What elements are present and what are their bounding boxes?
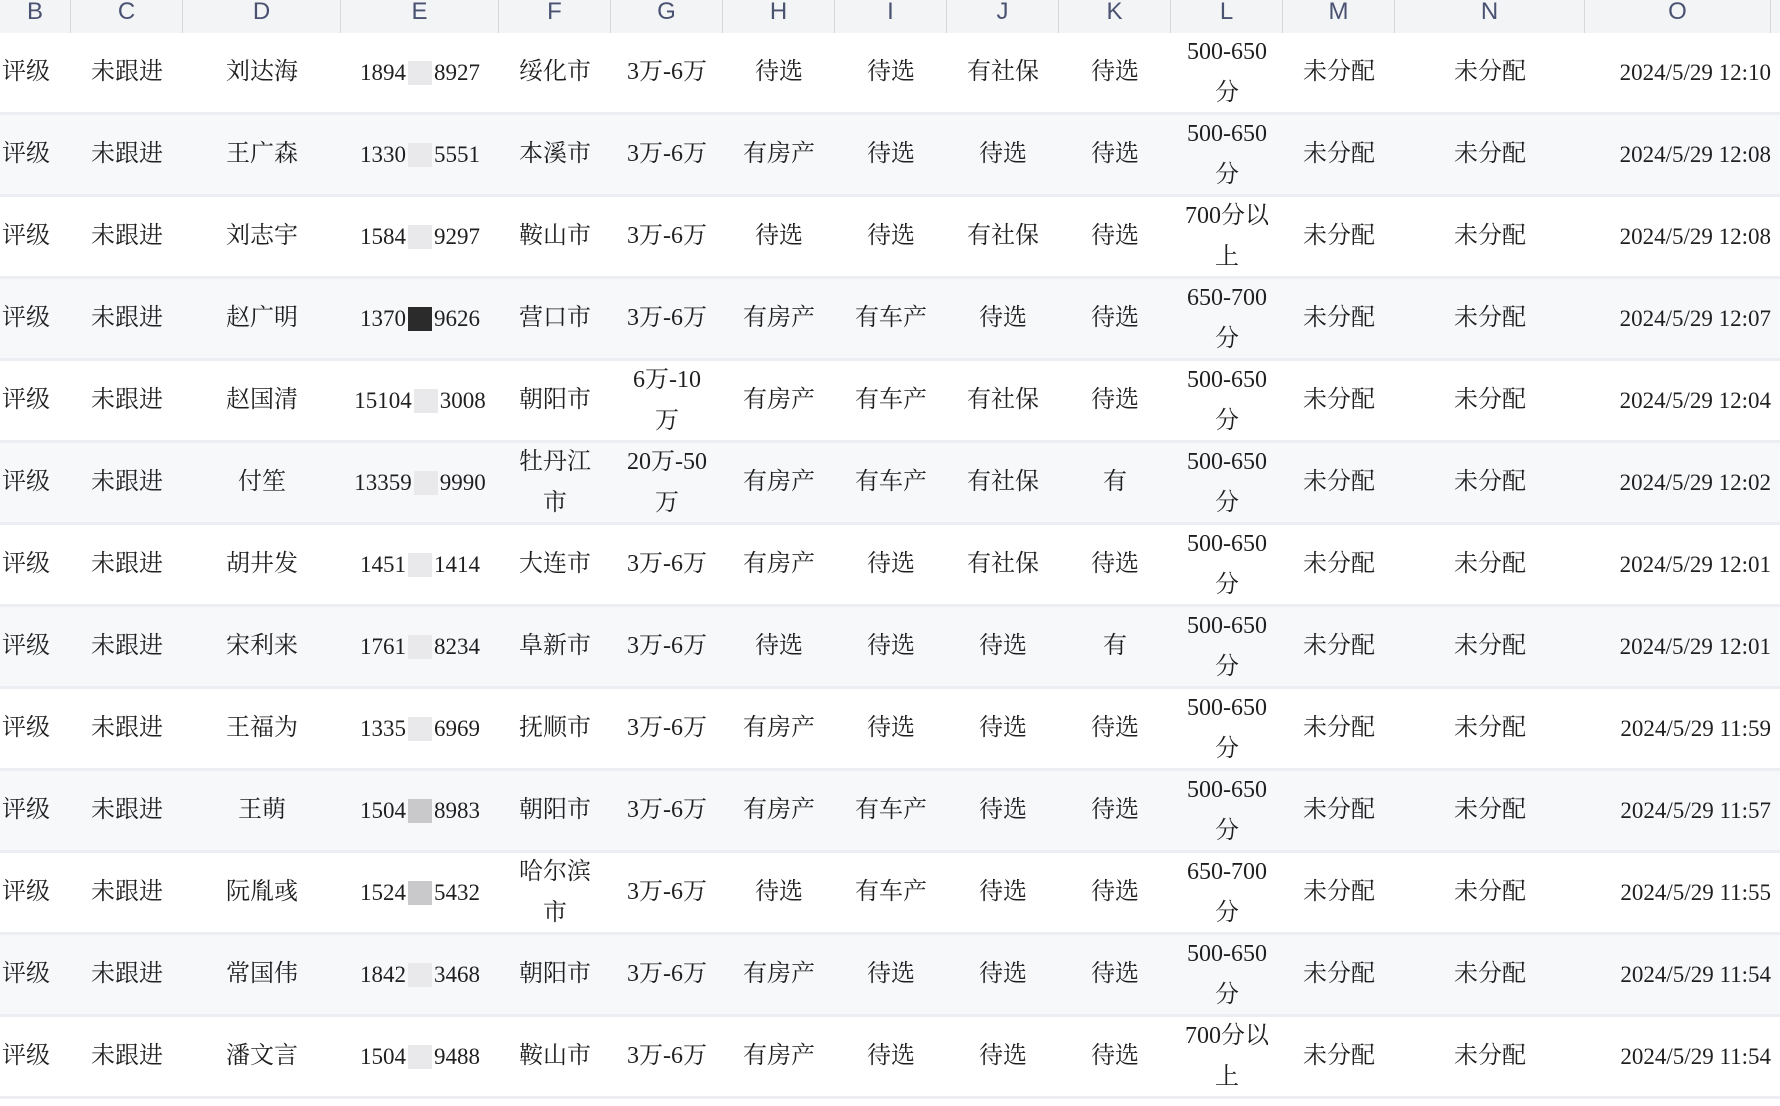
credit-score-cell[interactable]: 500-650分: [1187, 612, 1267, 680]
created-time-cell[interactable]: 2024/5/29 12:02: [1619, 470, 1771, 495]
credit-score-cell[interactable]: 500-650分: [1187, 940, 1267, 1008]
name-cell[interactable]: 阮胤彧: [226, 879, 298, 905]
created-time-cell[interactable]: 2024/5/29 11:57: [1620, 798, 1771, 823]
property-cell[interactable]: 待选: [755, 223, 803, 249]
car-cell[interactable]: 待选: [867, 961, 915, 987]
masked-phone: [360, 544, 480, 585]
property-cell[interactable]: 待选: [755, 879, 803, 905]
table-row[interactable]: [0, 33, 1780, 112]
phone-prefix: 1842: [360, 962, 406, 987]
phone-cell[interactable]: [341, 771, 499, 850]
column-header-j[interactable]: J: [947, 0, 1059, 33]
loan-amount-cell[interactable]: 3万-6万: [627, 59, 707, 85]
created-time-cell[interactable]: 2024/5/29 12:10: [1619, 60, 1771, 85]
table-row[interactable]: [0, 689, 1780, 768]
city-cell[interactable]: 营口市: [519, 305, 591, 331]
city-cell[interactable]: 鞍山市: [519, 223, 591, 249]
table-row[interactable]: [0, 443, 1780, 522]
phone-prefix: 1370: [360, 306, 406, 331]
social-security-cell[interactable]: 有社保: [967, 387, 1039, 413]
loan-amount-cell[interactable]: 3万-6万: [627, 797, 707, 823]
provident-fund-cell[interactable]: 待选: [1091, 797, 1139, 823]
rating-cell[interactable]: 评级: [2, 305, 50, 331]
city-cell[interactable]: 大连市: [519, 551, 591, 577]
social-security-cell[interactable]: 待选: [979, 305, 1027, 331]
property-cell[interactable]: 有房产: [743, 469, 815, 495]
masked-phone: [360, 134, 480, 175]
social-security-cell[interactable]: 有社保: [967, 469, 1039, 495]
masked-phone: [360, 954, 480, 995]
property-cell[interactable]: 有房产: [743, 961, 815, 987]
credit-score-cell[interactable]: 500-650分: [1187, 530, 1267, 598]
column-header-e[interactable]: E: [341, 0, 499, 33]
loan-amount-cell[interactable]: 3万-6万: [627, 715, 707, 741]
provident-fund-cell[interactable]: 待选: [1091, 305, 1139, 331]
redaction-mask: [408, 553, 432, 577]
property-cell[interactable]: 待选: [755, 633, 803, 659]
redaction-mask: [408, 61, 432, 85]
car-cell[interactable]: 有车产: [855, 469, 927, 495]
table-row[interactable]: [0, 197, 1780, 276]
name-cell[interactable]: 常国伟: [226, 961, 298, 987]
phone-cell[interactable]: [341, 935, 499, 1014]
phone-cell[interactable]: [341, 197, 499, 276]
provident-fund-cell[interactable]: 待选: [1091, 551, 1139, 577]
data-rows: [0, 33, 1780, 1099]
rating-cell[interactable]: 评级: [2, 797, 50, 823]
table-row[interactable]: [0, 361, 1780, 440]
provident-fund-cell[interactable]: 待选: [1091, 141, 1139, 167]
table-row[interactable]: [0, 935, 1780, 1014]
table-row[interactable]: [0, 853, 1780, 932]
follow-status-cell[interactable]: 未跟进: [91, 715, 163, 741]
phone-cell[interactable]: [341, 607, 499, 686]
phone-prefix: 1584: [360, 224, 406, 249]
assignment-cell[interactable]: 未分配: [1303, 633, 1375, 659]
rating-cell[interactable]: 评级: [2, 551, 50, 577]
name-cell[interactable]: 付笙: [238, 469, 286, 495]
rating-cell[interactable]: 评级: [2, 223, 50, 249]
loan-amount-cell[interactable]: 3万-6万: [627, 305, 707, 331]
social-security-cell[interactable]: 有社保: [967, 59, 1039, 85]
created-time-cell[interactable]: 2024/5/29 11:54: [1620, 1044, 1771, 1069]
rating-cell[interactable]: 评级: [2, 879, 50, 905]
car-cell[interactable]: 待选: [867, 141, 915, 167]
city-cell[interactable]: 绥化市: [519, 59, 591, 85]
social-security-cell[interactable]: 待选: [979, 1043, 1027, 1069]
phone-suffix: 8983: [434, 798, 480, 823]
phone-suffix: 8927: [434, 60, 480, 85]
phone-cell[interactable]: [341, 689, 499, 768]
phone-prefix: 15104: [354, 388, 412, 413]
phone-cell[interactable]: [341, 115, 499, 194]
social-security-cell[interactable]: 有社保: [967, 551, 1039, 577]
rating-cell[interactable]: 评级: [2, 469, 50, 495]
column-header-n[interactable]: N: [1395, 0, 1585, 33]
masked-phone: [360, 708, 480, 749]
assignee-cell[interactable]: 未分配: [1454, 59, 1526, 85]
follow-status-cell[interactable]: 未跟进: [91, 387, 163, 413]
follow-status-cell[interactable]: 未跟进: [91, 469, 163, 495]
created-time-cell[interactable]: 2024/5/29 11:54: [1620, 962, 1771, 987]
assignment-cell[interactable]: 未分配: [1303, 879, 1375, 905]
follow-status-cell[interactable]: 未跟进: [91, 633, 163, 659]
provident-fund-cell[interactable]: 待选: [1091, 961, 1139, 987]
assignee-cell[interactable]: 未分配: [1454, 387, 1526, 413]
table-row[interactable]: [0, 279, 1780, 358]
table-row[interactable]: [0, 771, 1780, 850]
column-header-i[interactable]: I: [835, 0, 947, 33]
phone-prefix: 1335: [360, 716, 406, 741]
created-time-cell[interactable]: 2024/5/29 12:01: [1619, 552, 1771, 577]
city-cell[interactable]: 朝阳市: [519, 797, 591, 823]
city-cell[interactable]: 朝阳市: [519, 387, 591, 413]
column-header-b[interactable]: B: [0, 0, 71, 33]
assignment-cell[interactable]: 未分配: [1303, 387, 1375, 413]
assignee-cell[interactable]: 未分配: [1454, 551, 1526, 577]
created-time-cell[interactable]: 2024/5/29 12:04: [1619, 388, 1771, 413]
redaction-mask: [408, 963, 432, 987]
social-security-cell[interactable]: 待选: [979, 715, 1027, 741]
masked-phone: [360, 216, 480, 257]
masked-phone: [360, 790, 480, 831]
phone-prefix: 1894: [360, 60, 406, 85]
follow-status-cell[interactable]: 未跟进: [91, 797, 163, 823]
city-cell[interactable]: 朝阳市: [519, 961, 591, 987]
created-time-cell[interactable]: 2024/5/29 12:07: [1619, 306, 1771, 331]
assignment-cell[interactable]: 未分配: [1303, 223, 1375, 249]
rating-cell[interactable]: 评级: [2, 141, 50, 167]
masked-phone: [354, 462, 486, 503]
redaction-mask: [408, 225, 432, 249]
car-cell[interactable]: 待选: [867, 59, 915, 85]
name-cell[interactable]: 王广森: [226, 141, 298, 167]
masked-phone: [360, 626, 480, 667]
redaction-mask: [408, 143, 432, 167]
created-time-cell[interactable]: 2024/5/29 12:01: [1619, 634, 1771, 659]
phone-suffix: 8234: [434, 634, 480, 659]
follow-status-cell[interactable]: 未跟进: [91, 1043, 163, 1069]
assignee-cell[interactable]: 未分配: [1454, 1043, 1526, 1069]
provident-fund-cell[interactable]: 待选: [1091, 1043, 1139, 1069]
phone-suffix: 9488: [434, 1044, 480, 1069]
property-cell[interactable]: 有房产: [743, 715, 815, 741]
redaction-mask: [408, 881, 432, 905]
rating-cell[interactable]: 评级: [2, 387, 50, 413]
masked-phone: [354, 380, 486, 421]
column-header-f[interactable]: F: [499, 0, 611, 33]
name-cell[interactable]: 王萌: [238, 797, 286, 823]
assignee-cell[interactable]: 未分配: [1454, 797, 1526, 823]
credit-score-cell[interactable]: 700分以上: [1185, 1022, 1269, 1090]
redaction-mask: [408, 635, 432, 659]
phone-cell[interactable]: [341, 1017, 499, 1096]
provident-fund-cell[interactable]: 待选: [1091, 715, 1139, 741]
redaction-mask: [408, 799, 432, 823]
property-cell[interactable]: 有房产: [743, 551, 815, 577]
social-security-cell[interactable]: 有社保: [967, 223, 1039, 249]
redaction-mask: [414, 389, 438, 413]
assignee-cell[interactable]: 未分配: [1454, 305, 1526, 331]
column-header-g[interactable]: G: [611, 0, 723, 33]
assignment-cell[interactable]: 未分配: [1303, 1043, 1375, 1069]
column-header-d[interactable]: D: [183, 0, 341, 33]
provident-fund-cell[interactable]: 待选: [1091, 387, 1139, 413]
created-time-cell[interactable]: 2024/5/29 11:55: [1620, 880, 1771, 905]
property-cell[interactable]: 待选: [755, 59, 803, 85]
car-cell[interactable]: 有车产: [855, 305, 927, 331]
phone-cell[interactable]: [341, 33, 499, 112]
assignment-cell[interactable]: 未分配: [1303, 551, 1375, 577]
property-cell[interactable]: 有房产: [743, 387, 815, 413]
rating-cell[interactable]: 评级: [2, 715, 50, 741]
city-cell[interactable]: 抚顺市: [519, 715, 591, 741]
phone-suffix: 6969: [434, 716, 480, 741]
table-row[interactable]: [0, 607, 1780, 686]
car-cell[interactable]: 有车产: [855, 797, 927, 823]
column-header-k[interactable]: K: [1059, 0, 1171, 33]
name-cell[interactable]: 胡井发: [226, 551, 298, 577]
provident-fund-cell[interactable]: 待选: [1091, 223, 1139, 249]
phone-cell[interactable]: [341, 443, 499, 522]
city-cell[interactable]: 鞍山市: [519, 1043, 591, 1069]
column-header-row: [0, 0, 1780, 34]
masked-phone: [360, 298, 480, 339]
credit-score-cell[interactable]: 500-650分: [1187, 694, 1267, 762]
social-security-cell[interactable]: 待选: [979, 141, 1027, 167]
social-security-cell[interactable]: 待选: [979, 879, 1027, 905]
property-cell[interactable]: 有房产: [743, 797, 815, 823]
name-cell[interactable]: 潘文言: [226, 1043, 298, 1069]
name-cell[interactable]: 王福为: [226, 715, 298, 741]
phone-cell[interactable]: [341, 279, 499, 358]
redaction-mask: [408, 717, 432, 741]
assignment-cell[interactable]: 未分配: [1303, 305, 1375, 331]
credit-score-cell[interactable]: 500-650分: [1187, 38, 1267, 106]
assignment-cell[interactable]: 未分配: [1303, 59, 1375, 85]
column-header-l[interactable]: L: [1171, 0, 1283, 33]
phone-cell[interactable]: [341, 853, 499, 932]
provident-fund-cell[interactable]: 待选: [1091, 59, 1139, 85]
follow-status-cell[interactable]: 未跟进: [91, 879, 163, 905]
loan-amount-cell[interactable]: 20万-50万: [627, 448, 707, 516]
loan-amount-cell[interactable]: 3万-6万: [627, 223, 707, 249]
phone-prefix: 1504: [360, 1044, 406, 1069]
masked-phone: [360, 1036, 480, 1077]
property-cell[interactable]: 有房产: [743, 1043, 815, 1069]
property-cell[interactable]: 有房产: [743, 141, 815, 167]
assignee-cell[interactable]: 未分配: [1454, 961, 1526, 987]
car-cell[interactable]: 待选: [867, 633, 915, 659]
phone-prefix: 13359: [354, 470, 412, 495]
phone-cell[interactable]: [341, 361, 499, 440]
phone-suffix: 9297: [434, 224, 480, 249]
city-cell[interactable]: 哈尔滨市: [519, 858, 591, 926]
created-time-cell[interactable]: 2024/5/29 11:59: [1620, 716, 1771, 741]
assignee-cell[interactable]: 未分配: [1454, 223, 1526, 249]
redaction-mask: [408, 1045, 432, 1069]
follow-status-cell[interactable]: 未跟进: [91, 141, 163, 167]
credit-score-cell[interactable]: 500-650分: [1187, 120, 1267, 188]
created-time-cell[interactable]: 2024/5/29 12:08: [1619, 142, 1771, 167]
column-header-c[interactable]: C: [71, 0, 183, 33]
phone-prefix: 1504: [360, 798, 406, 823]
follow-status-cell[interactable]: 未跟进: [91, 59, 163, 85]
assignee-cell[interactable]: 未分配: [1454, 879, 1526, 905]
phone-suffix: 5432: [434, 880, 480, 905]
table-row[interactable]: [0, 525, 1780, 604]
social-security-cell[interactable]: 待选: [979, 797, 1027, 823]
assignment-cell[interactable]: 未分配: [1303, 141, 1375, 167]
name-cell[interactable]: 赵国清: [226, 387, 298, 413]
table-row[interactable]: [0, 115, 1780, 194]
credit-score-cell[interactable]: 500-650分: [1187, 366, 1267, 434]
loan-amount-cell[interactable]: 3万-6万: [627, 551, 707, 577]
rating-cell[interactable]: 评级: [2, 59, 50, 85]
loan-amount-cell[interactable]: 3万-6万: [627, 141, 707, 167]
assignee-cell[interactable]: 未分配: [1454, 633, 1526, 659]
car-cell[interactable]: 待选: [867, 1043, 915, 1069]
masked-phone: [360, 52, 480, 93]
name-cell[interactable]: 刘达海: [226, 59, 298, 85]
credit-score-cell[interactable]: 650-700分: [1187, 858, 1267, 926]
phone-cell[interactable]: [341, 525, 499, 604]
provident-fund-cell[interactable]: 待选: [1091, 879, 1139, 905]
provident-fund-cell[interactable]: 有: [1103, 469, 1127, 495]
masked-phone: [360, 872, 480, 913]
phone-prefix: 1451: [360, 552, 406, 577]
assignee-cell[interactable]: 未分配: [1454, 469, 1526, 495]
assignment-cell[interactable]: 未分配: [1303, 469, 1375, 495]
property-cell[interactable]: 有房产: [743, 305, 815, 331]
phone-suffix: 5551: [434, 142, 480, 167]
provident-fund-cell[interactable]: 有: [1103, 633, 1127, 659]
follow-status-cell[interactable]: 未跟进: [91, 223, 163, 249]
phone-prefix: 1330: [360, 142, 406, 167]
column-header-o[interactable]: O: [1585, 0, 1771, 33]
phone-prefix: 1761: [360, 634, 406, 659]
loan-amount-cell[interactable]: 3万-6万: [627, 961, 707, 987]
redaction-mask: [414, 471, 438, 495]
assignment-cell[interactable]: 未分配: [1303, 797, 1375, 823]
phone-suffix: 9990: [439, 470, 486, 495]
rating-cell[interactable]: 评级: [2, 1043, 50, 1069]
rating-cell[interactable]: 评级: [2, 961, 50, 987]
car-cell[interactable]: 有车产: [855, 387, 927, 413]
assignee-cell[interactable]: 未分配: [1454, 141, 1526, 167]
car-cell[interactable]: 待选: [867, 551, 915, 577]
table-row[interactable]: [0, 1017, 1780, 1096]
car-cell[interactable]: 待选: [867, 715, 915, 741]
loan-amount-cell[interactable]: 6万-10万: [633, 366, 701, 434]
assignment-cell[interactable]: 未分配: [1303, 961, 1375, 987]
credit-score-cell[interactable]: 650-700分: [1187, 284, 1267, 352]
car-cell[interactable]: 待选: [867, 223, 915, 249]
phone-suffix: 9626: [434, 306, 480, 331]
name-cell[interactable]: 赵广明: [226, 305, 298, 331]
credit-score-cell[interactable]: 500-650分: [1187, 448, 1267, 516]
phone-suffix: 3008: [439, 388, 486, 413]
phone-suffix: 3468: [434, 962, 480, 987]
city-cell[interactable]: 阜新市: [519, 633, 591, 659]
column-header-h[interactable]: H: [723, 0, 835, 33]
social-security-cell[interactable]: 待选: [979, 633, 1027, 659]
city-cell[interactable]: 牡丹江市: [519, 448, 591, 516]
loan-amount-cell[interactable]: 3万-6万: [627, 879, 707, 905]
follow-status-cell[interactable]: 未跟进: [91, 551, 163, 577]
loan-amount-cell[interactable]: 3万-6万: [627, 1043, 707, 1069]
phone-prefix: 1524: [360, 880, 406, 905]
assignee-cell[interactable]: 未分配: [1454, 715, 1526, 741]
rating-cell[interactable]: 评级: [2, 633, 50, 659]
phone-suffix: 1414: [434, 552, 480, 577]
car-cell[interactable]: 有车产: [855, 879, 927, 905]
assignment-cell[interactable]: 未分配: [1303, 715, 1375, 741]
name-cell[interactable]: 宋利来: [226, 633, 298, 659]
column-header-m[interactable]: M: [1283, 0, 1395, 33]
redaction-mask: [408, 307, 432, 331]
social-security-cell[interactable]: 待选: [979, 961, 1027, 987]
follow-status-cell[interactable]: 未跟进: [91, 961, 163, 987]
credit-score-cell[interactable]: 500-650分: [1187, 776, 1267, 844]
city-cell[interactable]: 本溪市: [519, 141, 591, 167]
created-time-cell[interactable]: 2024/5/29 12:08: [1619, 224, 1771, 249]
credit-score-cell[interactable]: 700分以上: [1185, 202, 1269, 270]
follow-status-cell[interactable]: 未跟进: [91, 305, 163, 331]
loan-amount-cell[interactable]: 3万-6万: [627, 633, 707, 659]
name-cell[interactable]: 刘志宇: [226, 223, 298, 249]
